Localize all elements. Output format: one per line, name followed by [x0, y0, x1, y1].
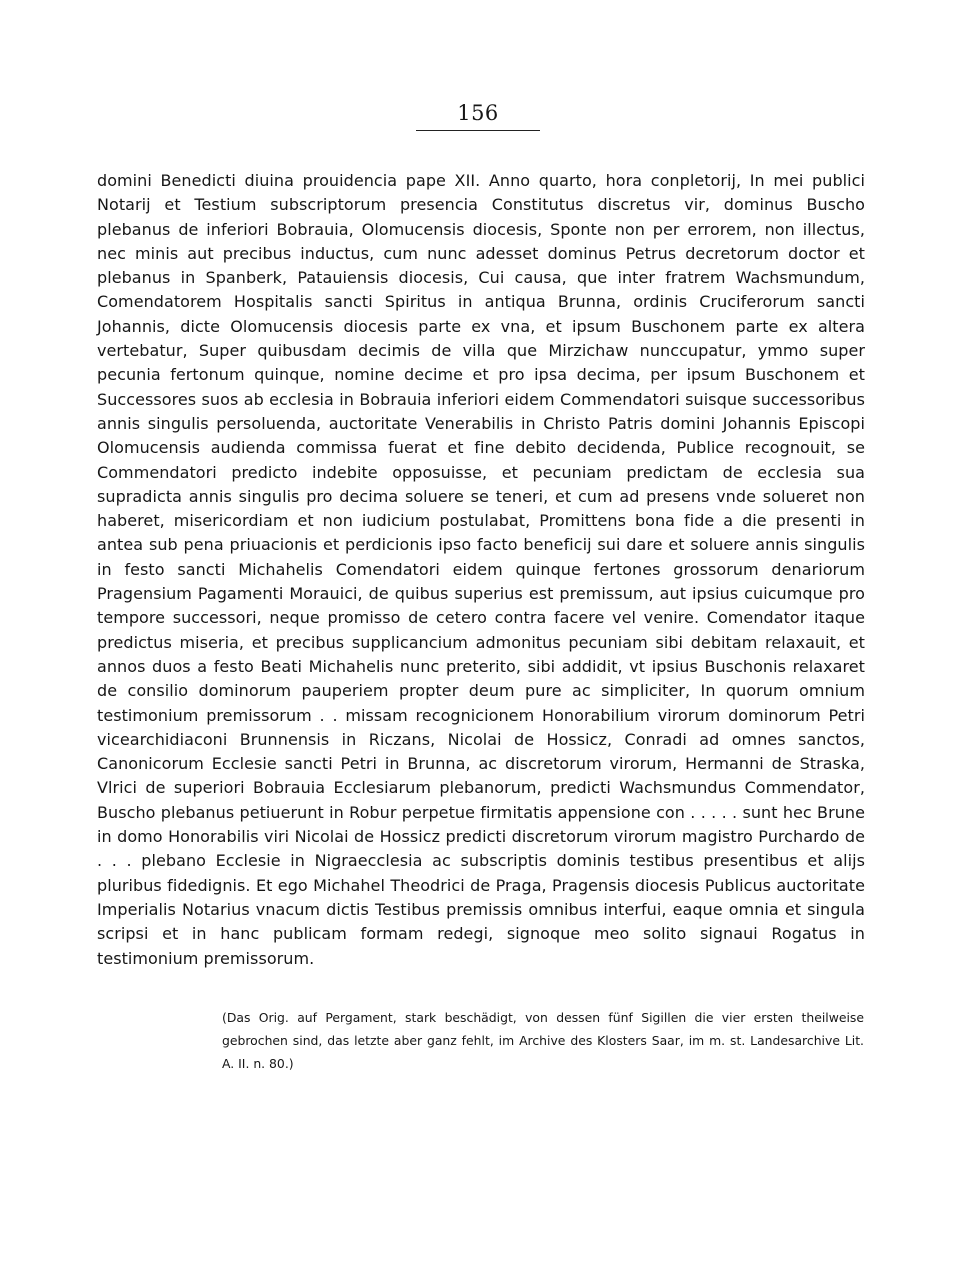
charter-body-text: domini Benedicti diuina prouidencia pape XII. Anno quarto, hora conpletorij, In mei publici Notarij et Testium subscriptorum presencia Constitutus discretus vir, dominus Buscho plebanus de inferiori Bobrauia, Olomucensis diocesis, Sponte non per errorem, non illectus, nec minis aut precibus inductus, cum nunc adesset dominus Petrus decretorum doctor et plebanus in Spanberk, Patauiensis diocesis, Cui causa, que inter fratrem Wachsmundum, Comendatorem Hospitalis sancti Spiritus in antiqua Brunna, ordinis Cruciferorum sancti Johannis, dicte Olomucensis diocesis parte ex vna, et ipsum Buschonem parte ex altera vertebatur, Super quibusdam decimis de villa que Mirzichaw nunccupatur, ymmo super pecunia fertonum quinque, nomine decime et pro ipsa decima, per ipsum Buschonem et Successores suos ab ecclesia in Bobrauia inferiori eidem Commendatori suisque successoribus annis singulis persoluenda, auctoritate Venerabilis in Christo Patris domini Johannis Episcopi Olomucensis audienda commissa fuerat et fine debito decidenda, Publice recognouit, se Commendatori predicto indebite opposuisse, et pecuniam predictam de ecclesia sua supradicta annis singulis pro decima soluere se teneri, et cum ad presens vnde solueret non haberet, misericordiam et non iudicium postulabat, Promittens bona fide a die presenti in antea sub pena priuacionis et perdicionis ipso facto beneficij sui dare et soluere annis singulis in festo sancti Michahelis Comendatori eidem quinque fertones grossorum denariorum Pragensium Pagamenti Morauici, de quibus superius est premissum, aut ipsius cuicumque pro tempore successori, neque promisso de cetero contra facere vel venire. Comendator itaque predictus miseria, et precibus supplicancium admonitus pecuniam sibi debitam relaxauit, et annos duos a festo Beati Michahelis nunc preterito, sibi addidit, vt ipsius Buschonis relaxaret de consilio dominorum pauperiem propter deum pure ac simpliciter, In quorum omnium testimonium premissorum . . missam recognicionem Honorabilium virorum dominorum Petri vicearchidiaconi Brunnensis in Riczans, Nicolai de Hossicz, Conradi ad omnes sanctos, Canonicorum Ecclesie sancti Petri in Brunna, ac discretorum virorum, Hermanni de Straska, Vlrici de superiori Bobrauia Ecclesiarum plebanorum, predicti Wachsmundus Commendator, Buscho plebanus petiuerunt in Robur perpetue firmitatis appensione con . . . . . sunt hec Brune in domo Honorabilis viri Nicolai de Hossicz predicti discretorum virorum magistro Purchardo de . . . plebano Ecclesie in Nigraecclesia ac subscriptis dominis testibus presentibus et alijs pluribus fidedignis. Et ego Michahel Theodrici de Praga, Pragensis diocesis Publicus auctoritate Imperialis Notarius vnacum dictis Testibus premissis omnibus interfui, eaque omnia et singula scripsi et in hanc publicam formam redegi, signoque meo solito signaui Rogatus in testimonium premissorum.	[97, 171, 865, 968]
header-rule	[416, 130, 540, 131]
archival-footnote: (Das Orig. auf Pergament, stark beschädigt, von dessen fünf Sigillen die vier ersten theilweise gebrochen sind, das letzte aber ganz fehlt, im Archive des Klosters Saar, im m. st. Landesarchive Lit. A. II. n. 80.)	[222, 1010, 864, 1071]
page-header	[416, 100, 540, 131]
page-number: 156	[457, 101, 499, 125]
